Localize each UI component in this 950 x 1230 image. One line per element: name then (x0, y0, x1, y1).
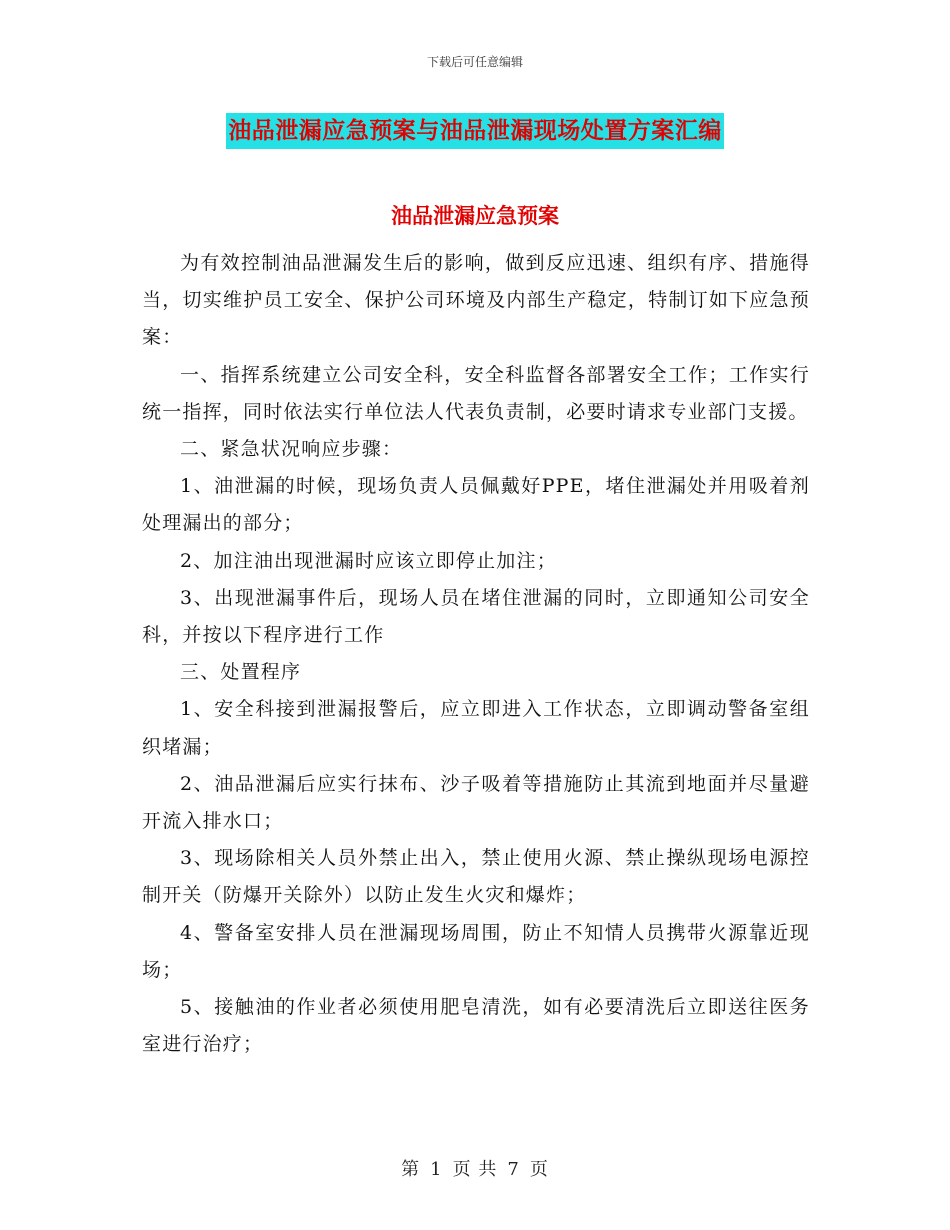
paragraph-procedure-3: 3、现场除相关人员外禁止出入，禁止使用火源、禁止操纵现场电源控制开关（防爆开关除外）以防止发生火灾和爆炸； (142, 847, 810, 907)
footer-middle: 页 共 (452, 1159, 498, 1180)
footer-total-pages: 7 (507, 1159, 520, 1180)
main-title: 油品泄漏应急预案与油品泄漏现场处置方案汇编 (226, 113, 724, 149)
footer-suffix: 页 (529, 1159, 549, 1180)
paragraph-procedure-1: 1、安全科接到泄漏报警后，应立即进入工作状态，立即调动警备室组织堵漏； (142, 698, 810, 758)
paragraph-emergency-steps-heading: 二、紧急状况响应步骤： (180, 438, 403, 461)
paragraph-procedure-2: 2、油品泄漏后应实行抹布、沙子吸着等措施防止其流到地面并尽量避开流入排水口； (142, 772, 810, 833)
main-title-wrap (0, 113, 950, 149)
paragraph-procedure-5: 5、接触油的作业者必须使用肥皂清洗，如有必要清洗后立即送往医务室进行治疗； (142, 996, 810, 1056)
footer-prefix: 第 (401, 1159, 421, 1180)
section-title: 油品泄漏应急预案 (391, 204, 559, 228)
paragraph-command-system: 一、指挥系统建立公司安全科，安全科监督各部署安全工作；工作实行统一指挥，同时依法实行单位法人代表负责制，必要时请求专业部门支援。 (142, 363, 810, 423)
paragraph-step-3: 3、出现泄漏事件后，现场人员在堵住泄漏的同时，立即通知公司安全科，并按以下程序进行工作 (142, 586, 810, 647)
paragraph-procedure-4: 4、警备室安排人员在泄漏现场周围，防止不知情人员携带火源靠近现场； (142, 921, 810, 981)
footer-page-number: 1 (430, 1159, 443, 1180)
paragraph-step-2: 2、加注油出现泄漏时应该立即停止加注； (180, 549, 557, 572)
paragraph-step-1: 1、油泄漏的时候，现场负责人员佩戴好PPE，堵住泄漏处并用吸着剂处理漏出的部分； (142, 475, 810, 535)
paragraph-intro: 为有效控制油品泄漏发生后的影响，做到反应迅速、组织有序、措施得当，切实维护员工安全、保护公司环境及内部生产稳定，特制订如下应急预案： (142, 252, 810, 349)
document-body (142, 245, 810, 1063)
header-note: 下载后可任意编辑 (426, 55, 523, 69)
page-footer (0, 1155, 950, 1181)
paragraph-procedure-heading: 三、处置程序 (180, 661, 302, 684)
